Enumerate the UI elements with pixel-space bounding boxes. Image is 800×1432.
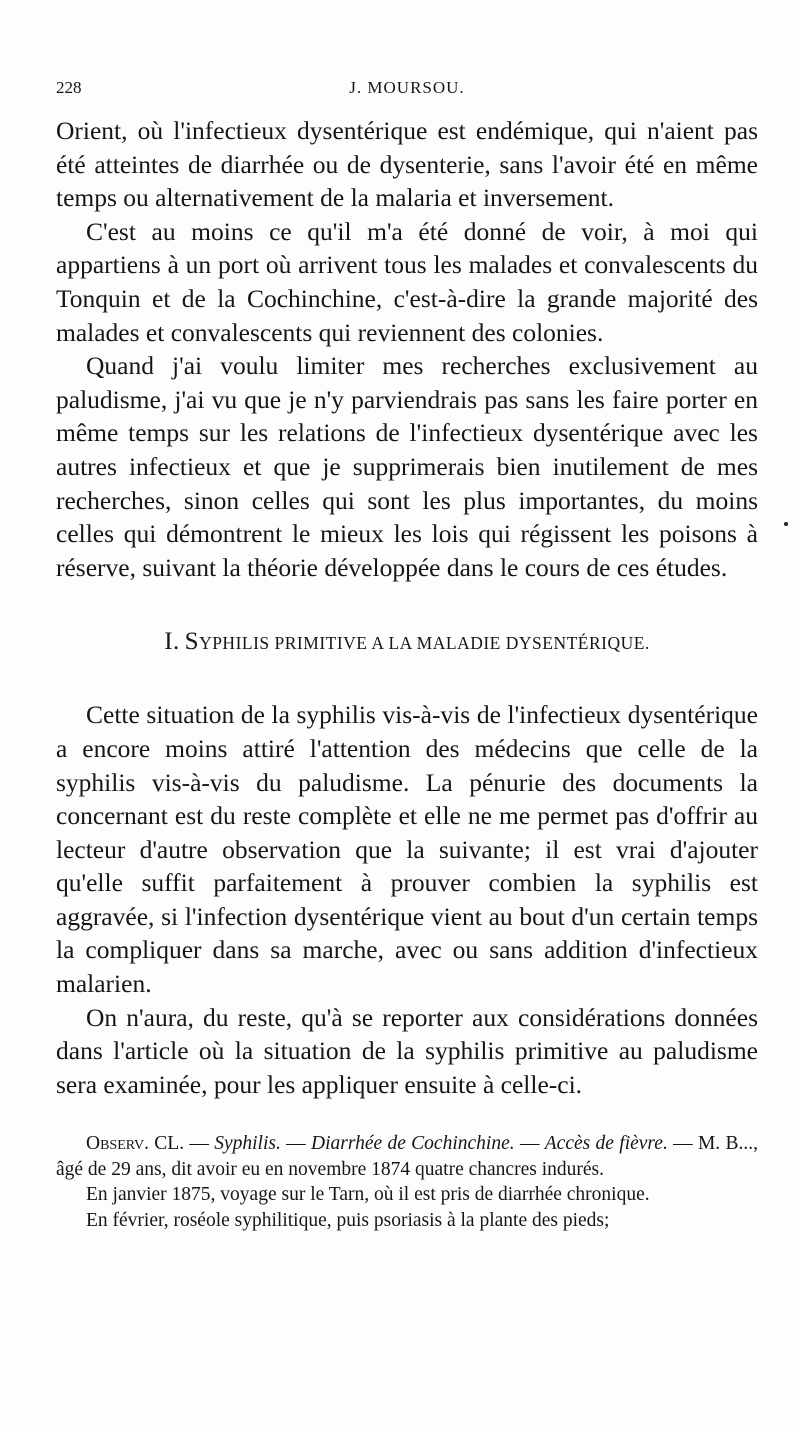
section-number: I. <box>164 628 180 656</box>
observation-heading <box>56 1131 758 1182</box>
section-body <box>56 698 758 1101</box>
margin-mark <box>784 522 788 526</box>
section-title-initial: S <box>184 628 200 656</box>
observation-text: — M. B..., âgé de 29 ans, dit avoir eu en novembre 1874 quatre chancres indurés. <box>56 1133 759 1180</box>
paragraph: C'est au moins ce qu'il m'a été donné de voir, à moi qui appartiens à un port où arrivent tous les malades et convalescents du Tonquin et de la Cochinchine, c'est-à-dire la grande majorité des malades et convalescents qui reviennent des colonies. <box>56 216 758 347</box>
paragraph: On n'aura, du reste, qu'à se reporter aux considérations données dans l'article où la situation de la syphilis primitive au paludisme sera examinée, pour les appliquer ensuite à celle-ci. <box>56 1002 758 1099</box>
observation-topic: Accès de fièvre. <box>544 1133 668 1155</box>
observation-topic: Syphilis. <box>214 1133 281 1155</box>
note-line: En janvier 1875, voyage sur le Tarn, où il est pris de diarrhée chronique. <box>86 1184 650 1206</box>
document-page <box>56 78 758 1233</box>
page-number: 228 <box>56 78 82 97</box>
observation-topic: Diarrhée de Cochinchine. <box>311 1133 515 1155</box>
observation-ref: CL. <box>154 1133 185 1155</box>
section-title: YPHILIS PRIMITIVE A LA MALADIE DYSENTÉRIQUE. <box>199 633 650 654</box>
running-title: J. MOURSOU. <box>349 78 465 97</box>
paragraph: Orient, où l'infectieux dysentérique est endémique, qui n'aient pas été atteintes de diarrhée ou de dysenterie, sans l'avoir été en même temps ou alternativement de la malaria et inversement. <box>56 116 758 213</box>
observation-notes <box>56 1131 758 1233</box>
paragraph: Quand j'ai voulu limiter mes recherches exclusivement au paludisme, j'ai vu que je n'y parviendrais pas sans les faire porter en même temps sur les relations de l'infectieux dysentérique avec les autres infectieux et que je supprimerais bien inutilement de mes recherches, sinon celles qui sont les plus importantes, du moins celles qui démontrent le mieux les lois qui régissent les poisons à réserve, suivant la théorie développée dans le cours de ces études. <box>56 351 758 582</box>
body-text <box>56 114 758 584</box>
separator: — <box>280 1133 311 1155</box>
separator: — <box>514 1133 545 1155</box>
separator: — <box>184 1133 215 1155</box>
observation-label: Observ. <box>86 1133 149 1155</box>
note-line: En février, roséole syphilitique, puis psoriasis à la plante des pieds; <box>86 1209 610 1231</box>
page-header <box>56 78 758 114</box>
paragraph: Cette situation de la syphilis vis-à-vis de l'infectieux dysentérique a encore moins attiré l'attention des médecins que celle de la syphilis vis-à-vis du paludisme. La pénurie des documents la concernant est du reste complète et elle ne me permet pas d'offrir au lecteur d'autre observation que la suivante; il est vrai d'ajouter qu'elle suffit parfaitement à prouver combien la syphilis est aggravée, si l'infection dysentérique vient au bout d'un certain temps la compliquer dans sa marche, avec ou sans addition d'infectieux malarien. <box>56 700 758 999</box>
section-heading <box>56 628 758 656</box>
